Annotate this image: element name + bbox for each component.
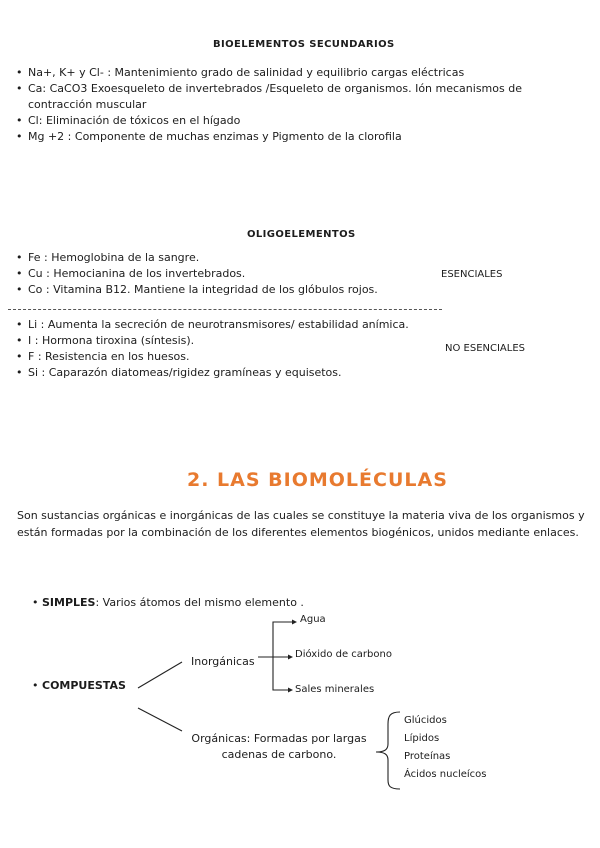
- organicas-item: Lípidos: [404, 733, 440, 744]
- secundarios-heading: BIOELEMENTOS SECUNDARIOS: [213, 39, 395, 50]
- no-esenciales-label: NO ESENCIALES: [445, 343, 526, 354]
- esenciales-label: ESENCIALES: [441, 269, 503, 280]
- organicas-line: cadenas de carbono.: [221, 748, 337, 761]
- compuestas-label: COMPUESTAS: [42, 679, 126, 692]
- list-item: • Cu : Hemocianina de los invertebrados.: [14, 266, 434, 282]
- simples-text: : Varios átomos del mismo elemento .: [95, 596, 304, 609]
- list-item: • I : Hormona tiroxina (síntesis).: [14, 333, 434, 349]
- organicas-item: Proteínas: [404, 751, 451, 762]
- organicas-item: Ácidos nucleícos: [404, 769, 487, 780]
- arrowhead: [292, 620, 297, 625]
- inorganicas-item: Dióxido de carbono: [295, 649, 392, 660]
- arrowhead: [288, 688, 293, 693]
- list-item: • Cl: Eliminación de tóxicos en el hígado: [14, 113, 586, 129]
- list-item: • Fe : Hemoglobina de la sangre.: [14, 250, 434, 266]
- connector-line: [138, 708, 182, 731]
- list-item: • Ca: CaCO3 Exoesqueleto de invertebrados /Esqueleto de organismos. Ión mecanismos de contracción muscular: [14, 81, 586, 113]
- bullet: •: [32, 679, 42, 692]
- list-item: • F : Resistencia en los huesos.: [14, 349, 434, 365]
- organicas-line: Orgánicas: Formadas por largas: [191, 732, 367, 745]
- arrowhead: [288, 655, 293, 660]
- organicas-item: Glúcidos: [404, 715, 447, 726]
- inorganicas-item: Sales minerales: [295, 684, 375, 695]
- inorganicas-item: Agua: [300, 614, 326, 625]
- organicas-list: [404, 712, 487, 784]
- oligo-heading: OLIGOELEMENTOS: [247, 229, 356, 240]
- simples-label: SIMPLES: [42, 596, 96, 609]
- intro-paragraph: Son sustancias orgánicas e inorgánicas de las cuales se constituye la materia viva de los organismos y están formadas por la combinación de los diferentes elementos biogénicos, unidos mediante enlaces.: [17, 509, 585, 539]
- page-title: 2. LAS BIOMOLÉCULAS: [187, 469, 448, 491]
- inorganicas-label: Inorgánicas: [191, 655, 255, 668]
- list-item: • Mg +2 : Componente de muchas enzimas y Pigmento de la clorofila: [14, 129, 586, 145]
- bullet: •: [32, 596, 42, 609]
- list-item: • Na+, K+ y Cl- : Mantenimiento grado de salinidad y equilibrio cargas eléctricas: [14, 65, 586, 81]
- list-item: • Li : Aumenta la secreción de neurotransmisores/ estabilidad anímica.: [14, 317, 434, 333]
- organicas-label: [189, 731, 369, 763]
- connector-line: [138, 662, 182, 688]
- list-item: • Si : Caparazón diatomeas/rigidez gramíneas y equisetos.: [14, 365, 434, 381]
- list-item: • Co : Vitamina B12. Mantiene la integridad de los glóbulos rojos.: [14, 282, 434, 298]
- organicas-brace: [376, 712, 400, 789]
